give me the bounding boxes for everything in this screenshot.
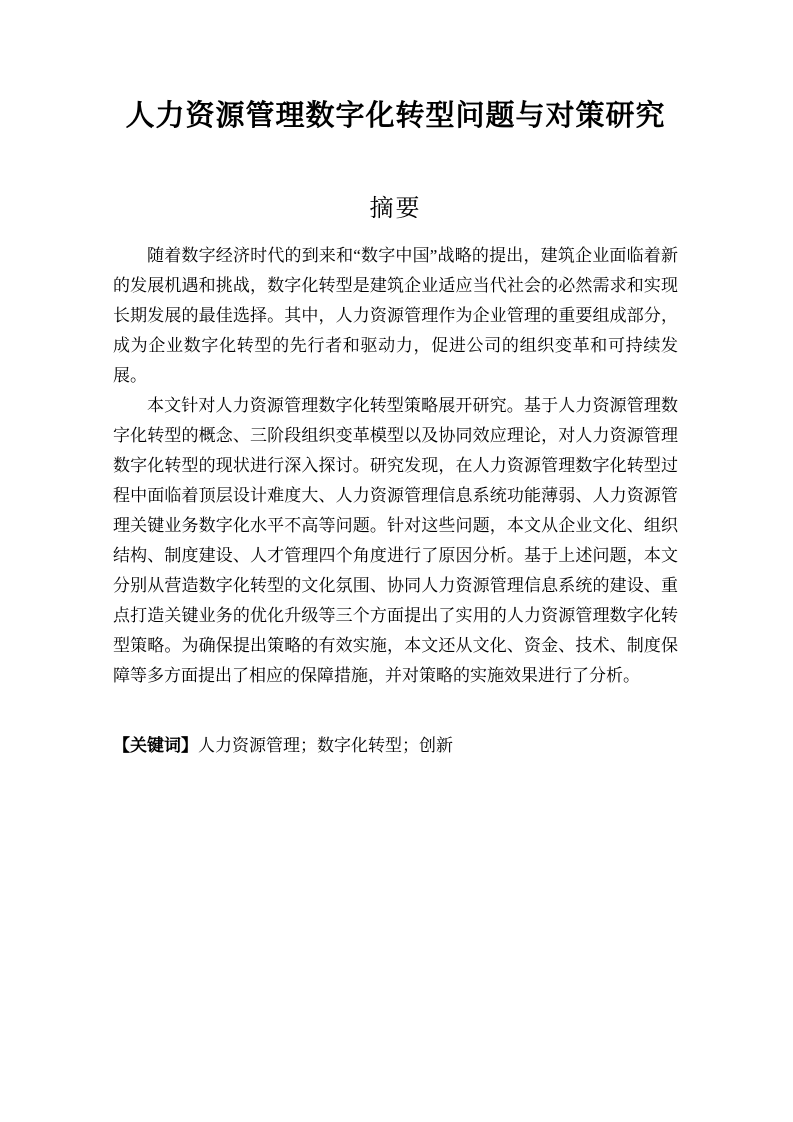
abstract-body xyxy=(113,241,678,691)
paper-title: 人力资源管理数字化转型问题与对策研究 xyxy=(125,100,666,132)
keywords-line xyxy=(113,731,678,761)
abstract-paragraph-1: 随着数字经济时代的到来和“数字中国”战略的提出，建筑企业面临着新的发展机遇和挑战，数字化转型是建筑企业适应当代社会的必然需求和实现长期发展的最佳选择。其中，人力资源管理作为企业管理的重要组成部分，成为企业数字化转型的先行者和驱动力，促进公司的组织变革和可持续发展。 xyxy=(113,246,678,385)
keywords-text: 人力资源管理；数字化转型；创新 xyxy=(198,736,453,755)
abstract-paragraph-2: 本文针对人力资源管理数字化转型策略展开研究。基于人力资源管理数字化转型的概念、三阶段组织变革模型以及协同效应理论，对人力资源管理数字化转型的现状进行深入探讨。研究发现，在人力资源管理数字化转型过程中面临着顶层设计难度大、人力资源管理信息系统功能薄弱、人力资源管理关键业务数字化水平不高等问题。针对这些问题，本文从企业文化、组织结构、制度建设、人才管理四个角度进行了原因分析。基于上述问题，本文分别从营造数字化转型的文化氛围、协同人力资源管理信息系统的建设、重点打造关键业务的优化升级等三个方面提出了实用的人力资源管理数字化转型策略。为确保提出策略的有效实施，本文还从文化、资金、技术、制度保障等多方面提出了相应的保障措施，并对策略的实施效果进行了分析。 xyxy=(113,396,678,685)
keywords-label: 【关键词】 xyxy=(113,736,198,755)
abstract-heading: 摘要 xyxy=(369,195,422,222)
